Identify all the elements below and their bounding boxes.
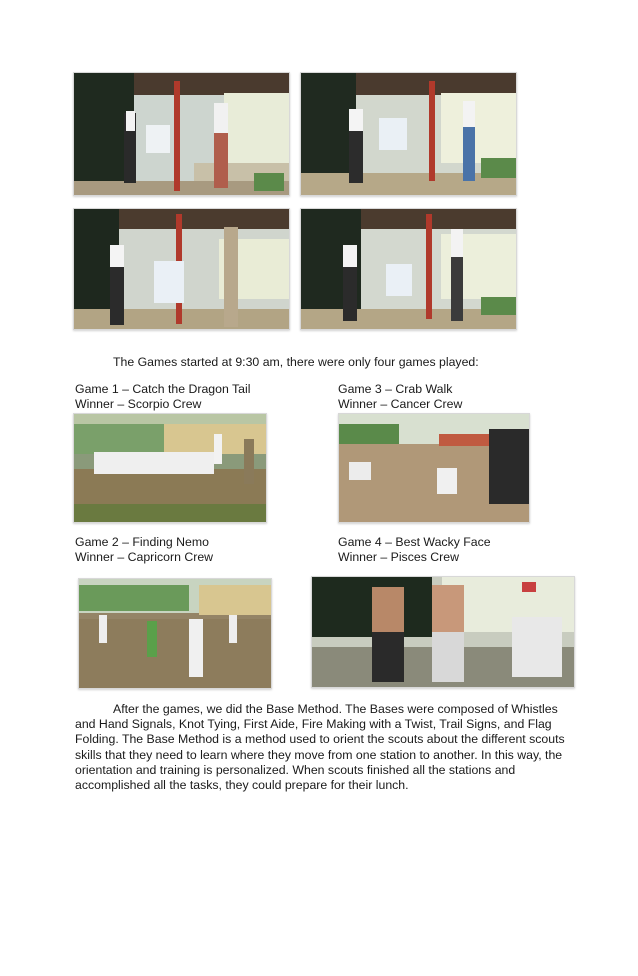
photo-game-2 — [78, 578, 272, 689]
photo-ceremony-1 — [73, 72, 290, 196]
game-1-winner: Winner – Scorpio Crew — [75, 397, 202, 411]
paragraph-text: After the games, we did the Base Method. The Bases were composed of Whistles and Hand Signals, Knot Tying, First Aide, Fire Making with a Twist, Trail Signs, and Flag Folding. The Base Method is a method used to orient the scouts about the different scouts skills that they need to learn where they move from one station to another. In this way, the orientation and training is personalized. When scouts finished all the stations and accomplished all the tasks, they could prepare for their lunch. — [75, 702, 565, 793]
game-4-winner: Winner – Pisces Crew — [338, 550, 459, 564]
game-1-title: Game 1 – Catch the Dragon Tail — [75, 382, 251, 396]
photo-ceremony-2 — [300, 72, 517, 196]
game-4-title: Game 4 – Best Wacky Face — [338, 535, 491, 549]
photo-game-1 — [73, 413, 267, 523]
photo-ceremony-3 — [73, 208, 290, 330]
game-3-title: Game 3 – Crab Walk — [338, 382, 453, 396]
game-3-winner: Winner – Cancer Crew — [338, 397, 463, 411]
base-method-paragraph — [75, 702, 565, 793]
intro-text: The Games started at 9:30 am, there were only four games played: — [113, 355, 479, 369]
photo-game-4 — [311, 576, 575, 688]
photo-ceremony-4 — [300, 208, 517, 330]
game-2-winner: Winner – Capricorn Crew — [75, 550, 214, 564]
game-2-title: Game 2 – Finding Nemo — [75, 535, 209, 549]
photo-game-3 — [338, 413, 530, 523]
